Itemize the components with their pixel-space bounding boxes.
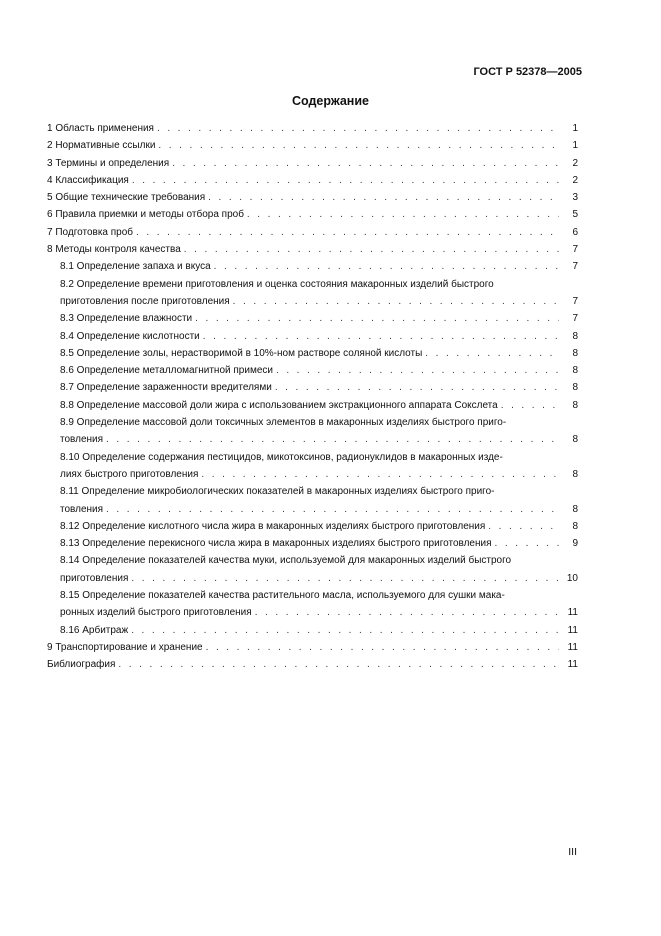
toc-entry[interactable] — [47, 535, 578, 552]
toc-leader-dots — [206, 639, 559, 656]
toc-entry[interactable] — [47, 310, 578, 327]
toc-leader-dots — [106, 501, 559, 518]
toc-entry-text: 8.3 Определение влажности — [60, 313, 193, 325]
toc-entry-text: приготовления — [60, 572, 129, 584]
toc-leader-dots — [131, 622, 559, 639]
toc-entry[interactable] — [47, 552, 578, 587]
toc-entry[interactable] — [47, 328, 578, 345]
toc-entry-text: 4 Классификация — [47, 174, 129, 186]
toc-entry[interactable] — [47, 587, 578, 622]
toc-leader-dots — [201, 466, 559, 483]
toc-leader-dots — [132, 172, 559, 189]
toc-entry[interactable] — [47, 483, 578, 518]
toc-leader-dots — [118, 656, 559, 673]
toc-page-number: 10 — [566, 572, 578, 584]
toc-page-number: 8 — [572, 382, 578, 394]
toc-page-number: 2 — [572, 174, 578, 186]
toc-page-number: 7 — [572, 313, 578, 325]
toc-page-number: 7 — [572, 295, 578, 307]
toc-entry-text: 7 Подготовка проб — [47, 226, 134, 238]
toc-entry-text: 3 Термины и определения — [47, 157, 170, 169]
toc-leader-dots — [425, 345, 559, 362]
toc-page-number: 8 — [572, 347, 578, 359]
toc-leader-dots — [247, 206, 559, 223]
toc-entry[interactable] — [47, 449, 578, 484]
toc-entry[interactable] — [47, 258, 578, 275]
toc-entry-text: 8.13 Определение перекисного числа жира в макаронных изделиях быстрого приготовления — [60, 538, 492, 550]
toc-leader-dots — [495, 535, 559, 552]
toc-entry[interactable] — [47, 224, 578, 241]
toc-entry-text: 8 Методы контроля качества — [47, 244, 181, 256]
toc-page-number: 8 — [572, 520, 578, 532]
toc-entry-text: 8.11 Определение микробиологических показателей в макаронных изделиях быстрого приго- — [60, 486, 495, 498]
toc-entry-text: 1 Область применения — [47, 123, 154, 134]
toc-entry[interactable] — [47, 345, 578, 362]
toc-entry[interactable] — [47, 241, 578, 258]
toc-entry[interactable] — [47, 397, 578, 414]
toc-leader-dots — [106, 431, 559, 448]
toc-page-number: 9 — [572, 538, 578, 550]
toc-leader-dots — [501, 397, 559, 414]
toc-page-number: 6 — [572, 226, 578, 238]
toc-page-number: 8 — [572, 468, 578, 480]
toc-leader-dots — [214, 258, 559, 275]
toc-entry[interactable] — [47, 276, 578, 311]
toc-leader-dots — [157, 120, 559, 137]
toc-entry-text: 8.4 Определение кислотности — [60, 330, 200, 342]
toc-leader-dots — [158, 137, 559, 154]
toc-leader-dots — [172, 155, 559, 172]
toc-entry[interactable] — [47, 137, 578, 154]
toc-entry-text: 8.16 Арбитраж — [60, 624, 129, 636]
toc-entry-text: 8.9 Определение массовой доли токсичных элементов в макаронных изделиях быстрого приго- — [60, 417, 507, 429]
toc-entry-text: 5 Общие технические требования — [47, 192, 206, 204]
toc-entry[interactable] — [47, 155, 578, 172]
toc-page-number: 8 — [572, 399, 578, 411]
toc-leader-dots — [275, 379, 559, 396]
toc-entry-text: 8.15 Определение показателей качества растительного масла, используемого для сушки мака- — [60, 590, 505, 602]
table-of-contents — [47, 120, 578, 674]
toc-entry[interactable] — [47, 622, 578, 639]
toc-page-number: 11 — [567, 641, 578, 653]
toc-leader-dots — [255, 604, 559, 621]
toc-entry[interactable] — [47, 120, 578, 137]
toc-leader-dots — [184, 241, 559, 258]
document-code: ГОСТ Р 52378—2005 — [473, 66, 582, 78]
toc-leader-dots — [233, 293, 559, 310]
toc-entry-text: 8.5 Определение золы, нерастворимой в 10%-ном растворе соляной кислоты — [60, 347, 423, 359]
toc-page-number: 3 — [572, 192, 578, 204]
toc-page-number: 8 — [572, 503, 578, 515]
toc-entry[interactable] — [47, 172, 578, 189]
toc-entry[interactable] — [47, 206, 578, 223]
toc-page-number: 8 — [572, 330, 578, 342]
toc-entry-text: 6 Правила приемки и методы отбора проб — [47, 209, 244, 221]
toc-leader-dots — [195, 310, 559, 327]
toc-page-number: 8 — [572, 434, 578, 446]
toc-page-number: 1 — [572, 123, 578, 134]
toc-entry-text: 8.1 Определение запаха и вкуса — [60, 261, 211, 273]
toc-page-number: 2 — [572, 157, 578, 169]
toc-leader-dots — [131, 570, 559, 587]
toc-leader-dots — [136, 224, 559, 241]
page-title: Содержание — [291, 94, 369, 108]
page-number: III — [568, 846, 577, 858]
toc-entry-text: 8.7 Определение зараженности вредителями — [60, 382, 272, 394]
toc-entry-text: 8.6 Определение металломагнитной примеси — [60, 365, 273, 377]
toc-entry-text: 9 Транспортирование и хранение — [47, 641, 203, 653]
toc-leader-dots — [276, 362, 559, 379]
toc-entry-text: 8.10 Определение содержания пестицидов, микотоксинов, радионуклидов в макаронных изде- — [60, 451, 503, 463]
toc-page-number: 11 — [567, 659, 578, 671]
toc-leader-dots — [203, 328, 559, 345]
toc-page-number: 8 — [572, 365, 578, 377]
toc-entry[interactable] — [47, 656, 578, 673]
toc-entry-text: лиях быстрого приготовления — [60, 468, 199, 480]
toc-entry-text: 8.12 Определение кислотного числа жира в макаронных изделиях быстрого приготовления — [60, 520, 486, 532]
toc-entry-text: 8.8 Определение массовой доли жира с использованием экстракционного аппарата Сокслета — [60, 399, 498, 411]
toc-leader-dots — [488, 518, 559, 535]
toc-page-number: 7 — [572, 261, 578, 273]
toc-entry[interactable] — [47, 362, 578, 379]
toc-entry-text: 8.2 Определение времени приготовления и оценка состояния макаронных изделий быстрого — [60, 278, 494, 290]
toc-entry[interactable] — [47, 414, 578, 449]
toc-page-number: 11 — [567, 624, 578, 636]
toc-entry-text: товления — [60, 503, 104, 515]
toc-entry[interactable] — [47, 639, 578, 656]
toc-entry-text: 2 Нормативные ссылки — [47, 140, 156, 152]
toc-page-number: 11 — [567, 607, 578, 619]
toc-entry-text: ронных изделий быстрого приготовления — [60, 607, 252, 619]
toc-entry-text: приготовления после приготовления — [60, 295, 230, 307]
toc-entry-text: 8.14 Определение показателей качества муки, используемой для макаронных изделий быстрого — [60, 555, 512, 567]
toc-entry[interactable] — [47, 189, 578, 206]
toc-entry[interactable] — [47, 379, 578, 396]
toc-page-number: 1 — [572, 140, 578, 152]
toc-entry-text: Библиография — [47, 659, 116, 671]
toc-entry-text: товления — [60, 434, 104, 446]
toc-page-number: 7 — [572, 244, 578, 256]
toc-page-number: 5 — [572, 209, 578, 221]
toc-leader-dots — [208, 189, 559, 206]
toc-entry[interactable] — [47, 518, 578, 535]
